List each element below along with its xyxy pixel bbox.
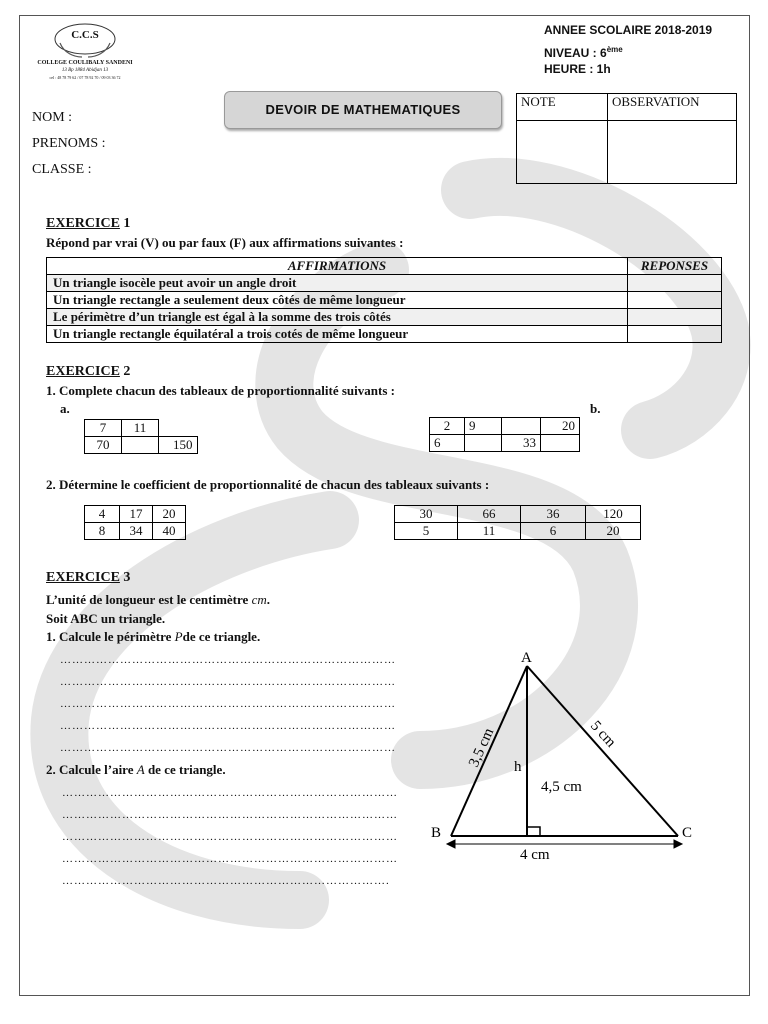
perimeter-var: P (174, 629, 183, 644)
side-ab-measure: 3,5 cm (466, 725, 498, 770)
table-cell: 34 (120, 523, 153, 540)
answer-line[interactable]: ………………………………………………………………………… (60, 742, 396, 754)
exercise-2-question-2: 2. Détermine le coefficient de proportionnalité de chacun des tableaux suivants : (46, 477, 490, 492)
question-1-end: de ce triangle. (182, 629, 261, 644)
response-cell[interactable] (628, 309, 722, 326)
answer-line[interactable]: ………………………………………………………………………… (60, 654, 396, 666)
exercise-3-title (46, 570, 130, 586)
table-cell: 66 (458, 506, 521, 523)
school-phone: cel : 48 78 79 62 / 07 78 92 70 / 09 03 36 72 (49, 75, 121, 80)
affirmation-row: Un triangle isocèle peut avoir un angle droit (47, 275, 628, 292)
table-cell: 6 (521, 523, 586, 540)
exercise-2-number: 2 (119, 364, 131, 379)
exercise-2-label: EXERCICE (46, 364, 120, 379)
vertex-b: B (431, 825, 442, 841)
height-label: h (514, 759, 522, 775)
triangle-figure (420, 640, 720, 880)
answer-line[interactable]: ………………………………………………………………………… (62, 831, 398, 843)
unit-statement (46, 592, 270, 608)
note-cell[interactable] (517, 121, 608, 184)
table-cell: 4 (85, 506, 120, 523)
question-2-end: de ce triangle. (144, 762, 226, 777)
table-cell: 11 (458, 523, 521, 540)
table-cell: 17 (120, 506, 153, 523)
side-ac-measure: 5 cm (587, 717, 619, 751)
table-cell: 11 (122, 420, 159, 437)
question-2-text: 2. Calcule l’aire (46, 762, 137, 777)
answer-line[interactable]: ………………………………………………………………………… (60, 698, 396, 710)
affirmations-table (46, 257, 722, 343)
table-cell[interactable] (465, 435, 502, 452)
exercise-2-title (46, 364, 130, 380)
table-cell[interactable] (159, 420, 198, 437)
proportion-table-b (429, 417, 580, 452)
area-var: A (136, 762, 145, 777)
table-cell: 20 (586, 523, 641, 540)
table-cell: 2 (430, 418, 465, 435)
duration: HEURE : 1h (544, 62, 611, 76)
answer-line[interactable]: ………………………………………………………………………… (62, 809, 398, 821)
affirmation-row: Un triangle rectangle a seulement deux côtés de même longueur (47, 292, 628, 309)
page-title: DEVOIR DE MATHEMATIQUES (224, 91, 502, 129)
answer-line[interactable]: ………………………………………………………………………… (62, 787, 398, 799)
unit-symbol: cm (251, 592, 267, 607)
responses-header: REPONSES (628, 258, 722, 275)
table-cell[interactable] (541, 435, 580, 452)
coefficient-table-d (394, 505, 641, 540)
table-cell: 9 (465, 418, 502, 435)
school-logo (24, 21, 146, 85)
school-name: COLLEGE COULIBALY SANDENI (37, 60, 133, 66)
table-cell: 30 (395, 506, 458, 523)
exercise-1-instruction: Répond par vrai (V) ou par faux (F) aux affirmations suivantes : (46, 235, 404, 250)
table-cell: 150 (159, 437, 198, 454)
nom-field: NOM : (32, 110, 73, 125)
school-year: ANNEE SCOLAIRE 2018-2019 (544, 23, 713, 37)
table-cell: 20 (541, 418, 580, 435)
observation-header: OBSERVATION (608, 94, 737, 121)
table-cell: 70 (85, 437, 122, 454)
coefficient-table-c (84, 505, 186, 540)
label-a: a. (60, 401, 70, 416)
note-header: NOTE (517, 94, 608, 121)
proportion-table-a (84, 419, 198, 454)
answer-line[interactable]: ………………………………………………………………………… (62, 853, 398, 865)
table-cell: 33 (502, 435, 541, 452)
level (544, 45, 623, 60)
level-sup: ème (606, 45, 623, 54)
answer-line[interactable]: ………………………………………………………………………. (62, 875, 390, 887)
level-label: NIVEAU : 6 (544, 46, 607, 60)
base-measure: 4 cm (520, 847, 550, 863)
vertex-c: C (682, 825, 693, 841)
school-address: 13 Bp 1884 Abidjan 13 (61, 68, 109, 73)
response-cell[interactable] (628, 326, 722, 343)
affirmation-row: Le périmètre d’un triangle est égal à la somme des trois côtés (47, 309, 628, 326)
exercise-3-question-2 (46, 762, 226, 778)
affirmation-row: Un triangle rectangle équilatéral a trois cotés de même longueur (47, 326, 628, 343)
response-cell[interactable] (628, 275, 722, 292)
observation-cell[interactable] (608, 121, 737, 184)
table-cell: 6 (430, 435, 465, 452)
side-ab (451, 666, 527, 836)
classe-field: CLASSE : (32, 162, 92, 177)
exercise-3-question-1 (46, 629, 260, 645)
table-cell: 40 (153, 523, 186, 540)
table-cell: 120 (586, 506, 641, 523)
side-ac (527, 666, 678, 836)
triangle-statement: Soit ABC un triangle. (46, 611, 166, 626)
arrow-left-icon (447, 840, 455, 848)
unit-end: . (266, 592, 270, 607)
table-cell: 20 (153, 506, 186, 523)
table-cell[interactable] (122, 437, 159, 454)
answer-line[interactable]: ………………………………………………………………………… (60, 720, 396, 732)
affirmations-header: AFFIRMATIONS (47, 258, 628, 275)
question-1-text: 1. Calcule le périmètre (46, 629, 175, 644)
table-cell: 36 (521, 506, 586, 523)
unit-text: L’unité de longueur est le centimètre (46, 592, 252, 607)
prenoms-field: PRENOMS : (32, 136, 106, 151)
vertex-a: A (521, 650, 532, 666)
answer-line[interactable]: ………………………………………………………………………… (60, 676, 396, 688)
label-b: b. (590, 401, 601, 416)
logo-text: C.C.S (71, 29, 99, 41)
table-cell: 5 (395, 523, 458, 540)
table-cell: 7 (85, 420, 122, 437)
exercise-1-number: 1 (119, 216, 131, 231)
exercise-1-title (46, 216, 130, 232)
exercise-3-number: 3 (119, 570, 131, 585)
exercise-1-label: EXERCICE (46, 216, 120, 231)
table-cell: 8 (85, 523, 120, 540)
exercise-2-question-1: 1. Complete chacun des tableaux de proportionnalité suivants : (46, 383, 395, 398)
right-angle-mark (527, 827, 540, 836)
response-cell[interactable] (628, 292, 722, 309)
grade-table (516, 93, 737, 184)
table-cell[interactable] (502, 418, 541, 435)
height-measure: 4,5 cm (541, 779, 582, 795)
exercise-3-label: EXERCICE (46, 570, 120, 585)
arrow-right-icon (674, 840, 682, 848)
